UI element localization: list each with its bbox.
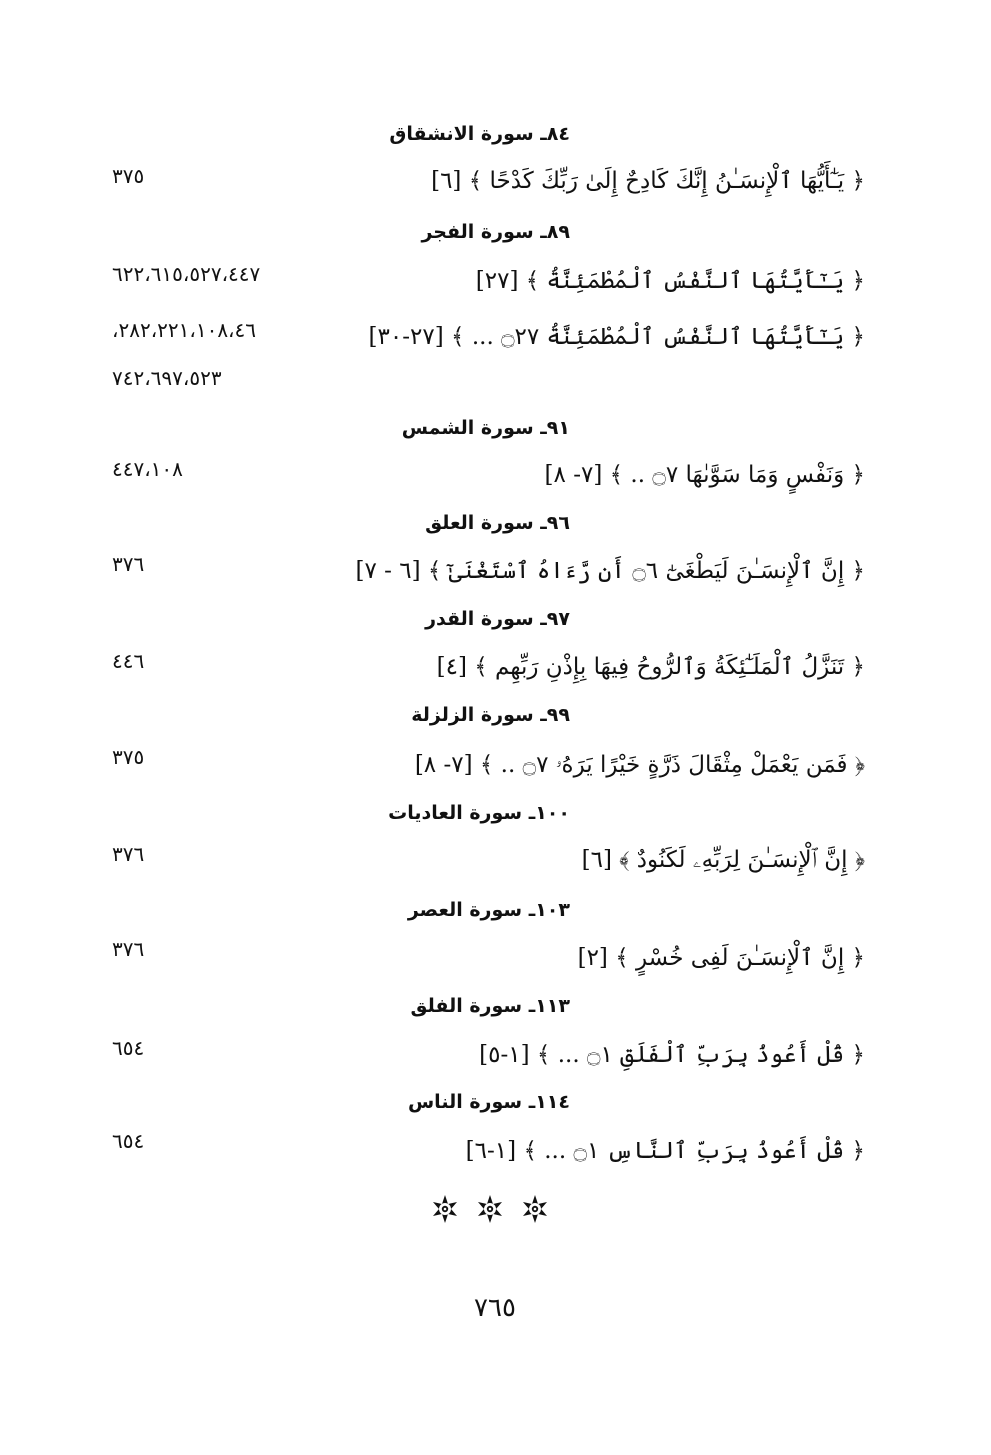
verse-citation: ﴿ وَنَفْسٍ وَمَا سَوَّىٰهَا ۝٧ .. ﴾ [٧- ٨] [544, 462, 865, 488]
page-references: ٣٧٦ [112, 552, 145, 576]
surah-heading: ٨٩ـ سورة الفجر [421, 221, 570, 243]
verse-citation: ﴿ يَـٰٓأَيَّتُهَا ٱلنَّفْسُ ٱلْمُطْمَئِنَّةُ ﴾ [٢٧] [475, 268, 865, 294]
page-references: ٤٤٧،١٠٨ [112, 457, 183, 481]
verse-citation: ﴿ إِنَّ ٱلْإِنسَـٰنَ لَفِى خُسْرٍ ﴾ [٢] [577, 945, 865, 971]
surah-heading: ١٠٣ـ سورة العصر [407, 899, 570, 921]
page-references: ٣٧٦ [112, 842, 145, 866]
verse-citation: ﴿ فَمَن يَعْمَلْ مِثْقَالَ ذَرَّةٍ خَيْرًا يَرَهُۥ ۝٧ .. ﴾ [٧- ٨] [414, 752, 865, 778]
page-references: ٤٤٦ [112, 649, 145, 673]
page-references: ٣٧٥ [112, 164, 145, 188]
section-ornaments [430, 1192, 550, 1226]
verse-citation: ﴿ تَنَزَّلُ ٱلْمَلَـٰٓئِكَةُ وَٱلرُّوحُ فِيهَا بِإِذْنِ رَبِّهِم ﴾ [٤] [436, 654, 865, 680]
surah-heading: ٩١ـ سورة الشمس [401, 417, 570, 439]
page-references: ٣٧٦ [112, 937, 145, 961]
page-references: ٣٧٥ [112, 745, 145, 769]
page-references: ٦٢٢،٦١٥،٥٢٧،٤٤٧ [112, 262, 261, 286]
surah-heading: ٩٩ـ سورة الزلزلة [411, 704, 570, 726]
page-references: ٦٥٤ [112, 1129, 145, 1153]
surah-heading: ١١٤ـ سورة الناس [407, 1091, 570, 1113]
surah-heading: ٩٧ـ سورة القدر [425, 608, 570, 630]
surah-heading: ٩٦ـ سورة العلق [425, 512, 570, 534]
verse-citation: ﴿ يَـٰٓأَيَّتُهَا ٱلنَّفْسُ ٱلْمُطْمَئِنَّةُ ۝٢٧ ... ﴾ [٢٧-٣٠] [368, 324, 865, 350]
ornament-icon [430, 1194, 460, 1224]
surah-heading: ٨٤ـ سورة الانشقاق [389, 123, 570, 145]
ornament-icon [520, 1194, 550, 1224]
verse-citation: ﴿ قُلْ أَعُوذُ بِرَبِّ ٱلْفَلَقِ ۝١ ... ﴾ [١-٥] [479, 1042, 865, 1068]
surah-heading: ١١٣ـ سورة الفلق [410, 995, 570, 1017]
verse-citation: ﴿ يَـٰٓأَيُّهَا ٱلْإِنسَـٰنُ إِنَّكَ كَادِحٌ إِلَىٰ رَبِّكَ كَدْحًا ﴾ [٦] [431, 168, 865, 194]
surah-heading: ١٠٠ـ سورة العاديات [388, 802, 570, 824]
page-references: ٦٥٤ [112, 1036, 145, 1060]
page-number: ٧٦٥ [474, 1293, 516, 1323]
verse-citation: ﴿ قُلْ أَعُوذُ بِرَبِّ ٱلنَّاسِ ۝١ ... ﴾ [١-٦] [465, 1138, 865, 1164]
verse-citation: ﴿ إِنَّ ٱلْإِنسَـٰنَ لَيَطْغَىٰٓ ۝٦ أَن رَّءَاهُ ٱسْتَغْنَىٰٓ ﴾ [٦ - ٧] [355, 558, 865, 584]
page-references: ،٢٨٢،٢٢١،١٠٨،٤٦ [112, 318, 256, 342]
page-references-continued: ٧٤٢،٦٩٧،٥٢٣ [112, 366, 222, 390]
verse-citation: ﴿ إِنَّ ٱلْإِنسَـٰنَ لِرَبِّهِۦ لَكَنُودٌ ﴾ [٦] [581, 847, 865, 873]
ornament-icon [475, 1194, 505, 1224]
